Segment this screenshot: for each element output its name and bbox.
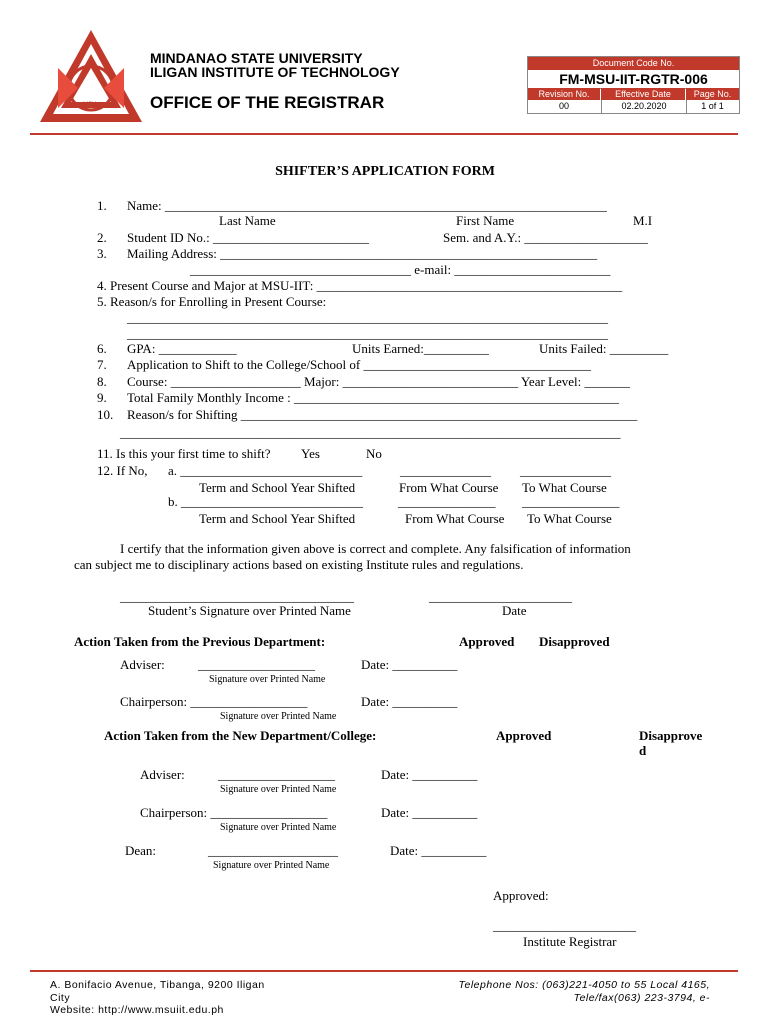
first-shift-question: 11. Is this your first time to shift?	[97, 446, 271, 461]
item-8-number: 8.	[97, 374, 107, 389]
header-rule	[30, 133, 738, 135]
footer-telephone-2: Tele/fax(063) 223-3794, e-	[573, 992, 710, 1004]
reason-shifting-field[interactable]: Reason/s for Shifting _____________________________________________________________	[127, 407, 638, 422]
footer-address-2: City	[50, 992, 71, 1004]
doc-code-label: Document Code No.	[528, 57, 739, 70]
footer-website[interactable]: Website: http://www.msuiit.edu.ph	[50, 1004, 224, 1016]
prev-dept-title: Action Taken from the Previous Department:	[74, 634, 326, 649]
term-label-2: Term and School Year Shifted	[199, 511, 356, 526]
effective-date-label: Effective Date	[601, 88, 685, 100]
to-course-label-1: To What Course	[522, 480, 607, 495]
student-id-field[interactable]: Student ID No.: ________________________	[127, 230, 369, 245]
gpa-field[interactable]: GPA: ____________	[127, 341, 237, 356]
certify-line-2: can subject me to disciplinary actions based on existing Institute rules and regulations.	[74, 557, 524, 572]
units-earned-field[interactable]: Units Earned:__________	[352, 341, 489, 356]
income-field[interactable]: Total Family Monthly Income : __________________________________________________	[127, 390, 619, 405]
date-label: Date	[502, 603, 527, 618]
form-title: SHIFTER’S APPLICATION FORM	[275, 164, 495, 179]
item-9-number: 9.	[97, 390, 107, 405]
revision-label: Revision No.	[528, 88, 600, 100]
course-major-field[interactable]: Course: ____________________ Major: ___________________________ Year Level: _______	[127, 374, 631, 389]
new-chair-sig-label: Signature over Printed Name	[220, 822, 337, 833]
email-field[interactable]: __________________________________ e-mail: ________________________	[190, 262, 611, 277]
item-7-number: 7.	[97, 357, 107, 372]
dean-sig-label: Signature over Printed Name	[213, 860, 330, 871]
term-a-field[interactable]: a. ____________________________	[168, 463, 363, 478]
no-label: No	[366, 446, 382, 461]
final-approved-label: Approved:	[493, 888, 549, 903]
registrar-signature-line[interactable]: ______________________	[493, 918, 636, 933]
prev-adviser-label: Adviser:	[120, 657, 165, 672]
institute-name: ILIGAN INSTITUTE OF TECHNOLOGY	[150, 64, 400, 80]
prev-adviser-sig-label: Signature over Printed Name	[209, 674, 326, 685]
new-dept-title: Action Taken from the New Department/College:	[104, 728, 377, 743]
new-disapproved-label-2: d	[639, 743, 647, 758]
reason-enrolling-label: 5. Reason/s for Enrolling in Present Course:	[97, 294, 327, 309]
new-adviser-line[interactable]: __________________	[218, 767, 335, 782]
new-adviser-date[interactable]: Date: __________	[381, 767, 478, 782]
prev-chair-sig-label: Signature over Printed Name	[220, 711, 337, 722]
item-3-number: 3.	[97, 246, 107, 261]
reason-enrolling-line-1[interactable]: __________________________________________________________________________	[127, 310, 608, 325]
item-2-number: 2.	[97, 230, 107, 245]
dean-label: Dean:	[125, 843, 157, 858]
if-no-label: 12. If No,	[97, 463, 148, 478]
first-name-label: First Name	[456, 213, 515, 228]
date-line[interactable]: ______________________	[429, 589, 572, 604]
certify-line-1: I certify that the information given above is correct and complete. Any falsification of information	[120, 541, 631, 556]
prev-chair-date[interactable]: Date: __________	[361, 694, 458, 709]
name-field[interactable]: Name: ____________________________________________________________________	[127, 198, 607, 213]
to-course-a-field[interactable]: ______________	[520, 463, 611, 478]
units-failed-field[interactable]: Units Failed: _________	[539, 341, 669, 356]
reason-enrolling-line-2[interactable]: __________________________________________________________________________	[127, 326, 608, 341]
doc-code: FM-MSU-IIT-RGTR-006	[528, 70, 739, 89]
prev-adviser-date[interactable]: Date: __________	[361, 657, 458, 672]
new-disapproved-label-1: Disapprove	[639, 728, 703, 743]
from-course-label-2: From What Course	[405, 511, 505, 526]
office-name: OFFICE OF THE REGISTRAR	[150, 93, 385, 112]
registrar-label: Institute Registrar	[523, 934, 617, 949]
reason-shifting-line[interactable]: _____________________________________________________________________________	[120, 425, 621, 440]
new-approved-label: Approved	[496, 728, 552, 743]
new-adviser-sig-label: Signature over Printed Name	[220, 784, 337, 795]
item-1-number: 1.	[97, 198, 107, 213]
term-label-1: Term and School Year Shifted	[199, 480, 356, 495]
revision-value: 00	[558, 101, 569, 111]
new-chair-date[interactable]: Date: __________	[381, 805, 478, 820]
sem-ay-field[interactable]: Sem. and A.Y.: ___________________	[443, 230, 648, 245]
university-name: MINDANAO STATE UNIVERSITY	[150, 50, 363, 66]
item-10-number: 10.	[97, 407, 114, 422]
effective-date-value: 02.20.2020	[601, 100, 687, 113]
to-course-b-field[interactable]: _______________	[522, 494, 620, 509]
footer-address-1: A. Bonifacio Avenue, Tibanga, 9200 Iligan	[50, 979, 265, 991]
from-course-label-1: From What Course	[399, 480, 499, 495]
item-6-number: 6.	[97, 341, 107, 356]
mi-label: M.I	[633, 213, 653, 228]
dean-date[interactable]: Date: __________	[390, 843, 487, 858]
document-code-box	[527, 56, 740, 114]
term-b-field[interactable]: b. ____________________________	[168, 494, 363, 509]
prev-adviser-line[interactable]: __________________	[198, 657, 315, 672]
prev-chair-field[interactable]: Chairperson: __________________	[120, 694, 308, 709]
student-signature-label: Student’s Signature over Printed Name	[148, 603, 351, 618]
page-value: 1 of 1	[701, 101, 724, 111]
shift-college-field[interactable]: Application to Shift to the College/School of ___________________________________	[127, 357, 592, 372]
university-logo	[38, 28, 144, 124]
student-signature-line[interactable]: ____________________________________	[120, 589, 354, 604]
yes-label: Yes	[301, 446, 320, 461]
footer-telephone-1: Telephone Nos: (063)221-4050 to 55 Local 4165,	[458, 979, 710, 991]
from-course-b-field[interactable]: _______________	[398, 494, 496, 509]
new-adviser-label: Adviser:	[140, 767, 185, 782]
from-course-a-field[interactable]: ______________	[400, 463, 491, 478]
page-label: Page No.	[686, 88, 739, 100]
prev-disapproved-label: Disapproved	[539, 634, 610, 649]
present-course-field[interactable]: 4. Present Course and Major at MSU-IIT: _______________________________________________	[97, 278, 623, 293]
dean-line[interactable]: ____________________	[208, 843, 338, 858]
mailing-address-field[interactable]: Mailing Address: __________________________________________________________	[127, 246, 598, 261]
logo-text: MSU	[83, 102, 97, 108]
to-course-label-2: To What Course	[527, 511, 612, 526]
new-chair-field[interactable]: Chairperson: __________________	[140, 805, 328, 820]
last-name-label: Last Name	[219, 213, 276, 228]
footer-rule	[30, 970, 738, 972]
prev-approved-label: Approved	[459, 634, 515, 649]
